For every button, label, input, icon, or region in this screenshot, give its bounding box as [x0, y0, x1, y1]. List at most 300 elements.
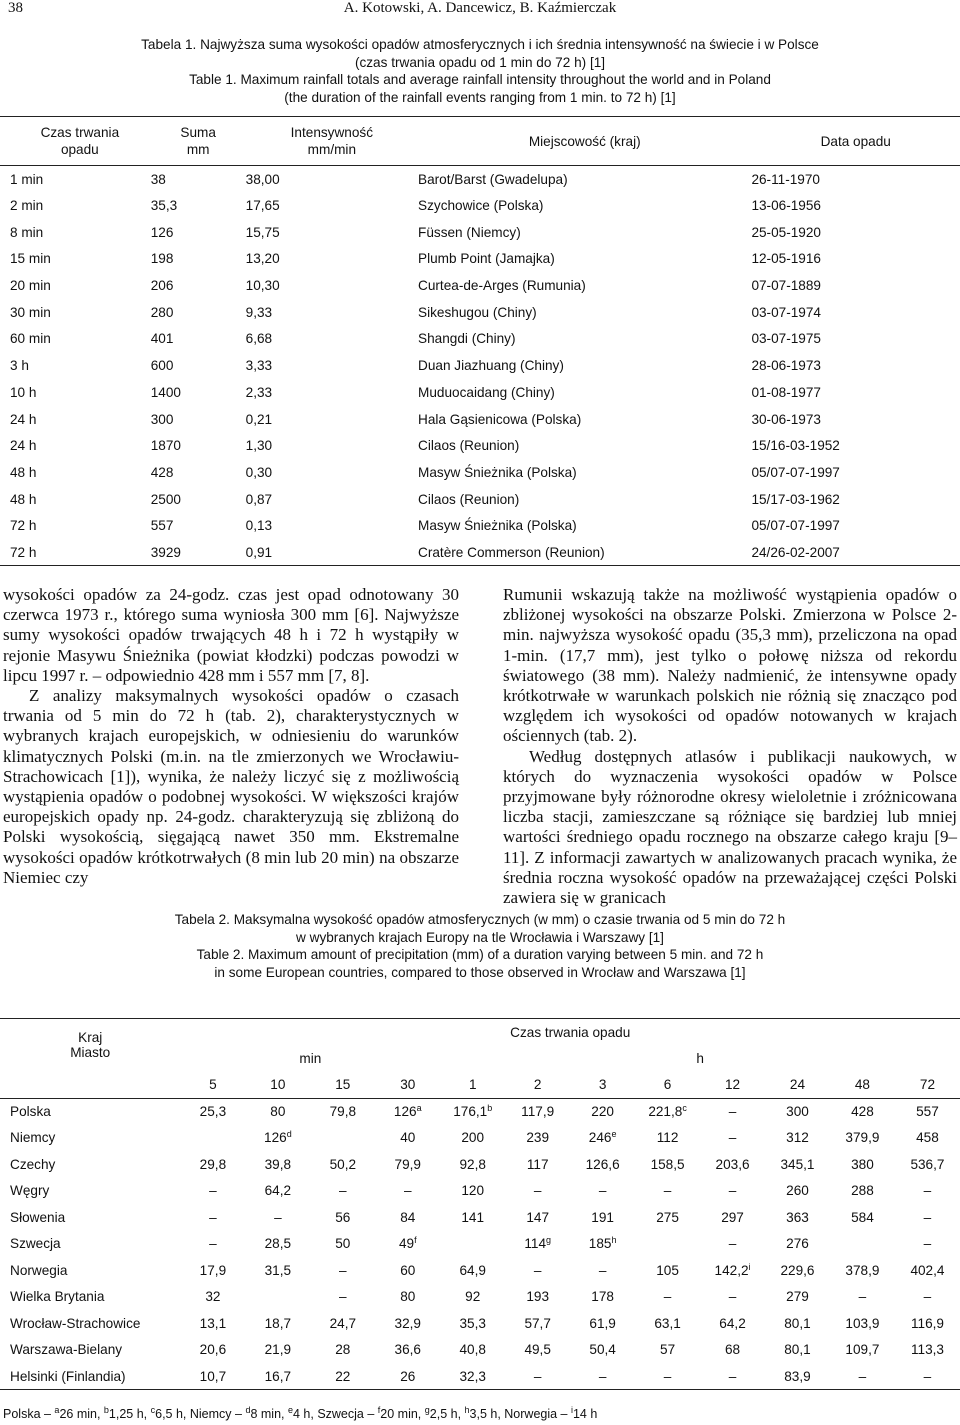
- table2-cell: [180, 1151, 245, 1178]
- table2-duration-label: 3: [598, 1077, 607, 1092]
- table2-cell-footnote-mark: e: [611, 1129, 617, 1140]
- table2-cell: [570, 1178, 635, 1205]
- table2-cell-value: 49,5: [524, 1342, 551, 1358]
- table1-cell: 1 min: [10, 171, 44, 187]
- table2-cell: [440, 1125, 505, 1152]
- table2-cell-value: 363: [786, 1209, 809, 1225]
- table2-cell-value: –: [728, 1368, 737, 1384]
- table1-cell: 38,00: [245, 171, 280, 187]
- table2-cell: [700, 1098, 765, 1125]
- table2-cell: [375, 1363, 440, 1390]
- table2-duration-label: 6: [663, 1077, 672, 1092]
- table2-cell-value: –: [339, 1289, 347, 1305]
- table1-cell: 3929: [150, 544, 181, 560]
- table2-cell-value: 142,2: [714, 1262, 749, 1278]
- table2-cell-value: 458: [916, 1130, 939, 1146]
- table2-cell: [895, 1204, 960, 1231]
- table1-header-row: [0, 117, 960, 166]
- table2-cell-value: 22: [335, 1368, 351, 1384]
- table1-cell: Cilaos (Reunion): [418, 438, 520, 454]
- table2-country-cell: Czechy: [10, 1156, 56, 1172]
- footnote-mark: g: [424, 1405, 430, 1415]
- table2-cell: [635, 1178, 700, 1205]
- table2-cell-value: 220: [591, 1104, 614, 1119]
- table1-row: [0, 539, 960, 566]
- footnote-text: 14 h: [572, 1407, 598, 1421]
- table2-cell-value: 191: [591, 1209, 614, 1225]
- table2-cell-value: 275: [656, 1209, 679, 1225]
- footnote-text: 8 min,: [250, 1407, 288, 1421]
- table2-cell-footnote-mark: h: [611, 1235, 617, 1246]
- table2-cell-value: 379,9: [845, 1130, 880, 1146]
- table2-cell-value: 57: [660, 1342, 676, 1358]
- table1-cell: 26-11-1970: [751, 171, 820, 187]
- table1-row: [0, 512, 960, 539]
- table1-header-date: Data opadu: [820, 133, 891, 149]
- table2-cell-value: 297: [721, 1209, 744, 1225]
- footnote-mark: d: [245, 1405, 251, 1415]
- table2-cell-value: 120: [461, 1183, 485, 1199]
- table2-cell-footnote-mark: a: [416, 1103, 422, 1113]
- table1-cell: Plumb Point (Jamajka): [418, 251, 555, 267]
- table2-cell: [635, 1231, 700, 1258]
- body-column-right: [503, 585, 957, 908]
- table2-cell-value: 80: [270, 1104, 286, 1119]
- table2-cell-value: 239: [526, 1130, 550, 1146]
- table2-cell-value: 50: [335, 1236, 351, 1252]
- table2-cell: [635, 1125, 700, 1152]
- table2-cell-value: 40: [400, 1130, 416, 1146]
- table2-cell-value: –: [533, 1262, 542, 1278]
- table2-cell: [375, 1178, 440, 1205]
- table1-row: [0, 326, 960, 353]
- table2-cell-value: 279: [786, 1289, 809, 1305]
- table2-cell: [440, 1098, 505, 1125]
- table2-cell: [310, 1284, 375, 1311]
- table1-caption-en-1: Table 1. Maximum rainfall totals and average rainfall intensity throughout the world and in Poland: [189, 72, 771, 87]
- table2-cell: [180, 1098, 245, 1125]
- table2-cell: [635, 1257, 700, 1284]
- table2-cell: [440, 1231, 505, 1258]
- table2-cell-value: –: [209, 1209, 217, 1225]
- table2-cell-value: –: [858, 1289, 867, 1305]
- table2-cell: [830, 1231, 895, 1258]
- table1-cell: 13,20: [245, 251, 280, 267]
- table2-cell-value: 64,9: [459, 1262, 486, 1278]
- table2-caption-pl-2: w wybranych krajach Europy na tle Wrocławia i Warszawy [1]: [296, 929, 664, 945]
- table2-cell: [700, 1178, 765, 1205]
- table1-cell: Muduocaidang (Chiny): [418, 384, 555, 400]
- table2-country-cell: Helsinki (Finlandia): [10, 1368, 126, 1384]
- table2-cell: [830, 1125, 895, 1152]
- table2-cell-footnote-mark: i: [748, 1261, 751, 1272]
- table2-cell: [505, 1257, 570, 1284]
- table2-row: [0, 1098, 960, 1125]
- table2-cell: [505, 1363, 570, 1390]
- table1-row: [0, 219, 960, 246]
- table2-cell: [635, 1363, 700, 1390]
- table2-cell: [895, 1257, 960, 1284]
- table2-cell-value: 260: [786, 1183, 809, 1199]
- table1-cell: 2 min: [10, 198, 44, 214]
- table1-row: [0, 299, 960, 326]
- table1-row: [0, 406, 960, 433]
- table1-cell: 60 min: [10, 331, 51, 347]
- table1-cell: 01-08-1977: [751, 384, 821, 400]
- table2-cell: [570, 1204, 635, 1231]
- footnote-text: 26 min,: [59, 1407, 104, 1421]
- table1-row: [0, 486, 960, 513]
- table2-cell: [245, 1098, 310, 1125]
- table2-cell-value: –: [663, 1289, 672, 1305]
- table2-cell: [245, 1337, 310, 1364]
- table2-cell-value: 10,7: [199, 1368, 227, 1384]
- table2-cell: [830, 1204, 895, 1231]
- table1-cell: 24 h: [10, 438, 37, 454]
- table2-cell-value: 402,4: [910, 1262, 945, 1278]
- table2-cell-value: 378,9: [845, 1262, 880, 1278]
- table2-cell-footnote-mark: f: [414, 1235, 417, 1246]
- table2-caption-en-2: in some European countries, compared to those observed in Wrocław and Warszawa [1]: [214, 964, 746, 980]
- table2-caption-en-1: Table 2. Maximum amount of precipitation (mm) of a duration varying between 5 min. and 72 h: [196, 947, 764, 962]
- table2-cell: [830, 1098, 895, 1125]
- table2-cell-value: 13,1: [199, 1315, 227, 1331]
- table1-cell: 428: [150, 464, 174, 480]
- footnote-text: 20 min,: [380, 1407, 425, 1421]
- table1-cell: Shangdi (Chiny): [418, 331, 516, 347]
- table2-cell-value: 557: [916, 1104, 939, 1119]
- table2-cell-value: 35,3: [459, 1315, 486, 1331]
- table1-cell: Masyw Śnieżnika (Polska): [418, 518, 577, 534]
- table1: [0, 116, 960, 566]
- table2-country-cell: Węgry: [10, 1183, 50, 1199]
- table1-cell: 1,30: [245, 438, 273, 454]
- table1-header-intensity: Intensywność mm/min: [290, 125, 374, 157]
- table1-cell: 15/16-03-1952: [751, 438, 840, 454]
- table1-cell: 30-06-1973: [751, 411, 821, 427]
- table2-cell: [765, 1125, 830, 1152]
- table2-cell-value: 276: [786, 1236, 809, 1252]
- table2-cell-value: –: [598, 1262, 607, 1278]
- table2-row: [0, 1337, 960, 1364]
- table2-cell-value: 103,9: [845, 1315, 880, 1331]
- table2-cell: [375, 1257, 440, 1284]
- table2-footnote: [3, 1407, 597, 1421]
- table2-cell: [700, 1231, 765, 1258]
- table1-cell: Füssen (Niemcy): [418, 224, 521, 240]
- table1-row: [0, 192, 960, 219]
- table2-cell-value: 584: [851, 1209, 874, 1225]
- table1-cell: 24/26-02-2007: [751, 544, 840, 560]
- body-column-left: [3, 585, 459, 888]
- table2-cell-value: 17,9: [199, 1262, 227, 1278]
- table2-cell: [895, 1178, 960, 1205]
- table2-cell-value: 68: [724, 1342, 741, 1358]
- table2-cell: [245, 1284, 310, 1311]
- footnote-mark: e: [287, 1405, 293, 1415]
- table2-cell-value: 28,5: [264, 1236, 292, 1252]
- table2-cell: [570, 1125, 635, 1152]
- table2-cell-value: –: [923, 1209, 932, 1225]
- table2-cell: [505, 1151, 570, 1178]
- table2-cell-footnote-mark: b: [487, 1103, 493, 1113]
- table2-cell: [830, 1337, 895, 1364]
- table2-cell: [635, 1098, 700, 1125]
- table2-cell-value: 16,7: [264, 1368, 292, 1384]
- table2-cell-value: 36,6: [394, 1342, 421, 1358]
- table1-cell: 1400: [150, 384, 181, 400]
- table2-cell: [245, 1310, 310, 1337]
- table1-cell: 1870: [150, 438, 181, 454]
- table2-row: [0, 1178, 960, 1205]
- table2-cell: [895, 1310, 960, 1337]
- table2-cell: [310, 1363, 375, 1390]
- table1-cell: 25-05-1920: [751, 224, 821, 240]
- table2-cell: [505, 1284, 570, 1311]
- footnote-mark: f: [377, 1405, 381, 1415]
- table2-cell-value: 126: [393, 1104, 417, 1119]
- table2-cell: [245, 1178, 310, 1205]
- table1-cell: 10 h: [10, 384, 37, 400]
- table2-cell: [700, 1125, 765, 1152]
- table2-duration-label: 2: [533, 1077, 542, 1092]
- table2-cell-value: 64,2: [719, 1315, 746, 1331]
- table2-cell: [765, 1204, 830, 1231]
- table2-cell-value: 80,1: [784, 1315, 811, 1331]
- table1-cell: Hala Gąsienicowa (Polska): [418, 411, 582, 427]
- table2-cell: [830, 1257, 895, 1284]
- table1-cell: 557: [150, 518, 174, 534]
- table2-cell-value: 39,8: [264, 1156, 292, 1172]
- table1-row: [0, 246, 960, 273]
- footnote-text: Polska –: [3, 1407, 55, 1421]
- table2-cell-value: –: [858, 1368, 867, 1384]
- table2-cell-value: 79,9: [394, 1156, 421, 1172]
- footnote-mark: i: [570, 1405, 573, 1415]
- table2-cell: [700, 1257, 765, 1284]
- table2-cell: [635, 1337, 700, 1364]
- table2-cell-value: 28: [335, 1342, 351, 1358]
- table2-cell-value: –: [339, 1183, 347, 1199]
- table1-cell: 280: [150, 304, 174, 320]
- table2-country-cell: Szwecja: [10, 1236, 61, 1252]
- running-header: [6, 0, 954, 22]
- table2-cell-value: 300: [786, 1104, 809, 1119]
- table2-cell-value: 105: [656, 1262, 679, 1278]
- table2-cell: [570, 1098, 635, 1125]
- table2-cell-value: 50,2: [329, 1156, 357, 1172]
- table2-cell-value: 141: [461, 1209, 485, 1225]
- table2-cell: [310, 1151, 375, 1178]
- table2-cell-value: 536,7: [910, 1156, 945, 1172]
- table1-cell: 2,33: [245, 384, 273, 400]
- table2-cell-value: 203,6: [715, 1156, 750, 1172]
- table1-cell: 300: [150, 411, 174, 427]
- table2-cell-value: 345,1: [780, 1156, 815, 1172]
- table2-cell: [375, 1337, 440, 1364]
- table2-cell: [375, 1151, 440, 1178]
- table1-caption: [40, 36, 920, 106]
- table2-cell: [440, 1363, 505, 1390]
- table1-cell: 13-06-1956: [751, 198, 821, 214]
- table2-cell: [895, 1151, 960, 1178]
- table2-cell: [505, 1337, 570, 1364]
- table1-cell: 0,87: [245, 491, 273, 507]
- table1-row: [0, 379, 960, 406]
- table2: [0, 1018, 960, 1390]
- table2-body: [0, 1098, 960, 1390]
- table2-cell: [570, 1363, 635, 1390]
- table2-duration-label: 12: [724, 1077, 741, 1092]
- table1-cell: Masyw Śnieżnika (Polska): [418, 464, 577, 480]
- table2-cell-value: 25,3: [199, 1104, 227, 1119]
- table2-cell: [310, 1098, 375, 1125]
- paragraph: wysokości opadów za 24-godz. czas jest opad odnotowany 30 czerwca 1973 r., którego suma wyniosła 300 mm [6]. Najwyższe sumy wysokości opadów trwających 48 h i 72 h wystąpiły w rejonie Masywu Śnieżnika (powiat kłodzki) podczas powodzi w lipcu 1997 r. – odpowiednio 428 mm i 557 mm [7, 8].: [3, 585, 459, 685]
- running-head-authors: A. Kotowski, A. Dancewicz, B. Kaźmierczak: [343, 0, 617, 16]
- table2-cell: [180, 1337, 245, 1364]
- table2-cell-value: –: [923, 1368, 932, 1384]
- table2-row: [0, 1151, 960, 1178]
- footnote-text: 2,5 h,: [429, 1407, 465, 1421]
- table1-cell: 20 min: [10, 278, 51, 294]
- table2-cell: [570, 1231, 635, 1258]
- table1-cell: 206: [150, 278, 174, 294]
- table1-cell: 72 h: [10, 518, 37, 534]
- table2-duration-label: 15: [335, 1077, 351, 1092]
- footnote-text: 6,5 h, Niemcy –: [155, 1407, 246, 1421]
- table2-cell: [440, 1337, 505, 1364]
- table2-cell: [310, 1257, 375, 1284]
- table2-cell-value: 40,8: [459, 1342, 486, 1358]
- table2-cell: [635, 1151, 700, 1178]
- table1-cell: 35,3: [150, 198, 178, 214]
- table2-row: [0, 1204, 960, 1231]
- table2-cell-value: –: [728, 1130, 737, 1146]
- table2-cell-value: 221,8: [648, 1104, 683, 1119]
- table2-cell: [180, 1125, 245, 1152]
- paragraph: Z analizy maksymalnych wysokości opadów o czasach trwania od 5 min do 72 h (tab. 2), charakterystycznych w wybranych krajach europejskich, w odniesieniu do warunków klimatycznych Polski (m.in. na tle zmierzonych we Wrocławiu-Strachowicach [1]), wynika, że należy liczyć się z możliwością wystąpienia opadów o podobnej wysokości. W większości krajów europejskich opady np. 24-godz. charakteryzują się zbliżoną do Polski wysokością, sięgającą nawet 350 mm. Ekstremalne wysokości opadów krótkotrwałych (8 min lub 20 min) na obszarze Niemiec czy: [3, 686, 459, 887]
- table2-cell: [570, 1151, 635, 1178]
- table2-cell-value: 117: [526, 1156, 549, 1172]
- table2-cell-value: –: [728, 1289, 737, 1305]
- table2-cell: [310, 1125, 375, 1152]
- table2-cell-value: 63,1: [654, 1315, 681, 1331]
- table2-cell: [375, 1204, 440, 1231]
- table2-cell-value: 229,6: [780, 1262, 815, 1278]
- table2-cell: [700, 1363, 765, 1390]
- table2-cell-value: 21,9: [264, 1342, 292, 1358]
- table2-cell-value: 126,6: [585, 1156, 620, 1172]
- table2-duration-label: 48: [854, 1077, 870, 1092]
- table2-cell: [700, 1151, 765, 1178]
- table2-cell: [635, 1284, 700, 1311]
- table2-cell: [895, 1098, 960, 1125]
- table2-cell: [505, 1231, 570, 1258]
- table1-cell: 38: [150, 171, 166, 187]
- table2-header-min: min: [299, 1050, 322, 1066]
- table1-cell: 3 h: [10, 358, 29, 374]
- table2-cell-value: 185: [588, 1236, 612, 1252]
- table2-cell: [895, 1363, 960, 1390]
- table1-cell: 0,91: [245, 544, 273, 560]
- table2-cell-value: 380: [851, 1156, 874, 1172]
- table2-cell: [830, 1151, 895, 1178]
- table1-body: [0, 166, 960, 566]
- table2-header-country: Kraj Miasto: [70, 1030, 111, 1061]
- table2-cell: [245, 1363, 310, 1390]
- table1-cell: Sikeshugou (Chiny): [418, 304, 537, 320]
- table2-header-h: h: [696, 1050, 704, 1066]
- table2-cell: [765, 1284, 830, 1311]
- table2-cell: [310, 1231, 375, 1258]
- table2-cell: [180, 1231, 245, 1258]
- table2-cell: [635, 1310, 700, 1337]
- table2-cell: [830, 1178, 895, 1205]
- table2-cell-value: 61,9: [589, 1315, 616, 1331]
- table2-cell-value: 117,9: [521, 1104, 555, 1119]
- table2-cell: [440, 1284, 505, 1311]
- table2-cell: [570, 1337, 635, 1364]
- table2-cell-value: –: [209, 1236, 217, 1252]
- table2-cell-value: 24,7: [329, 1315, 357, 1331]
- table2-cell-value: 56: [335, 1209, 351, 1225]
- page-number: 38: [8, 0, 23, 16]
- table2-duration-label: 5: [209, 1077, 217, 1092]
- table2-caption-pl-1: Tabela 2. Maksymalna wysokość opadów atmosferycznych (w mm) o czasie trwania od 5 min do 72 h: [174, 912, 786, 927]
- table2-cell-footnote-mark: d: [286, 1129, 292, 1140]
- table1-cell: 24 h: [10, 411, 37, 427]
- table2-cell-value: –: [598, 1368, 607, 1384]
- table1-cell: 15/17-03-1962: [751, 491, 840, 507]
- table2-cell: [765, 1231, 830, 1258]
- table1-cell: 0,13: [245, 518, 273, 534]
- table2-cell-value: 57,7: [524, 1315, 551, 1331]
- table2-cell-value: 79,8: [329, 1104, 357, 1119]
- table2-cell-value: 116,9: [910, 1315, 944, 1331]
- table2-cell: [700, 1204, 765, 1231]
- table2-cell-value: 246: [588, 1130, 612, 1146]
- table1-cell: 48 h: [10, 491, 37, 507]
- table1-cell: Szychowice (Polska): [418, 198, 544, 214]
- table2-cell-value: 158,5: [650, 1156, 685, 1172]
- table2-cell-value: 126: [264, 1130, 287, 1146]
- paragraph: Rumunii wskazują także na możliwość wystąpienia opadów o zbliżonej wysokości na obszarze Polski. Zmierzona w Polsce 2-min. najwyższa wysokość opadu (35,3 mm), przeliczona na opad 1-min. (17,7 mm), jest tylko o połowę niższa od rekordu światowego (38 mm). Należy nadmienić, że intensywne opady krótkotrwałe w warunkach polskich nie różnią się znacząco pod względem ich wysokości od opadów notowanych w krajach ościennych (tab. 2).: [503, 585, 957, 746]
- table2-cell: [765, 1363, 830, 1390]
- table2-cell: [180, 1204, 245, 1231]
- table2-cell: [375, 1284, 440, 1311]
- table2-cell-value: 26: [400, 1368, 416, 1384]
- table2-country-cell: Niemcy: [10, 1130, 56, 1146]
- table2-cell-value: 178: [591, 1289, 614, 1305]
- table2-cell-value: –: [663, 1183, 672, 1199]
- table1-cell: 12-05-1916: [751, 251, 821, 267]
- table2-cell: [440, 1257, 505, 1284]
- table1-caption-pl-1: Tabela 1. Najwyższa suma wysokości opadów atmosferycznych i ich średnia intensywność na świecie i w Polsce: [141, 37, 819, 52]
- table2-cell: [180, 1363, 245, 1390]
- table2-cell: [375, 1125, 440, 1152]
- table2-country-cell: Polska: [10, 1104, 51, 1119]
- table2-cell-value: 31,5: [264, 1262, 292, 1278]
- table1-header-total: Suma mm: [180, 125, 216, 157]
- table1-cell: 48 h: [10, 464, 37, 480]
- table2-cell-value: –: [403, 1183, 412, 1199]
- table2-cell: [765, 1310, 830, 1337]
- table1-cell: 07-07-1889: [751, 278, 821, 294]
- table1-cell: 03-07-1975: [751, 331, 821, 347]
- table2-cell: [310, 1204, 375, 1231]
- table2-cell: [505, 1098, 570, 1125]
- table2-cell-value: 147: [526, 1209, 550, 1225]
